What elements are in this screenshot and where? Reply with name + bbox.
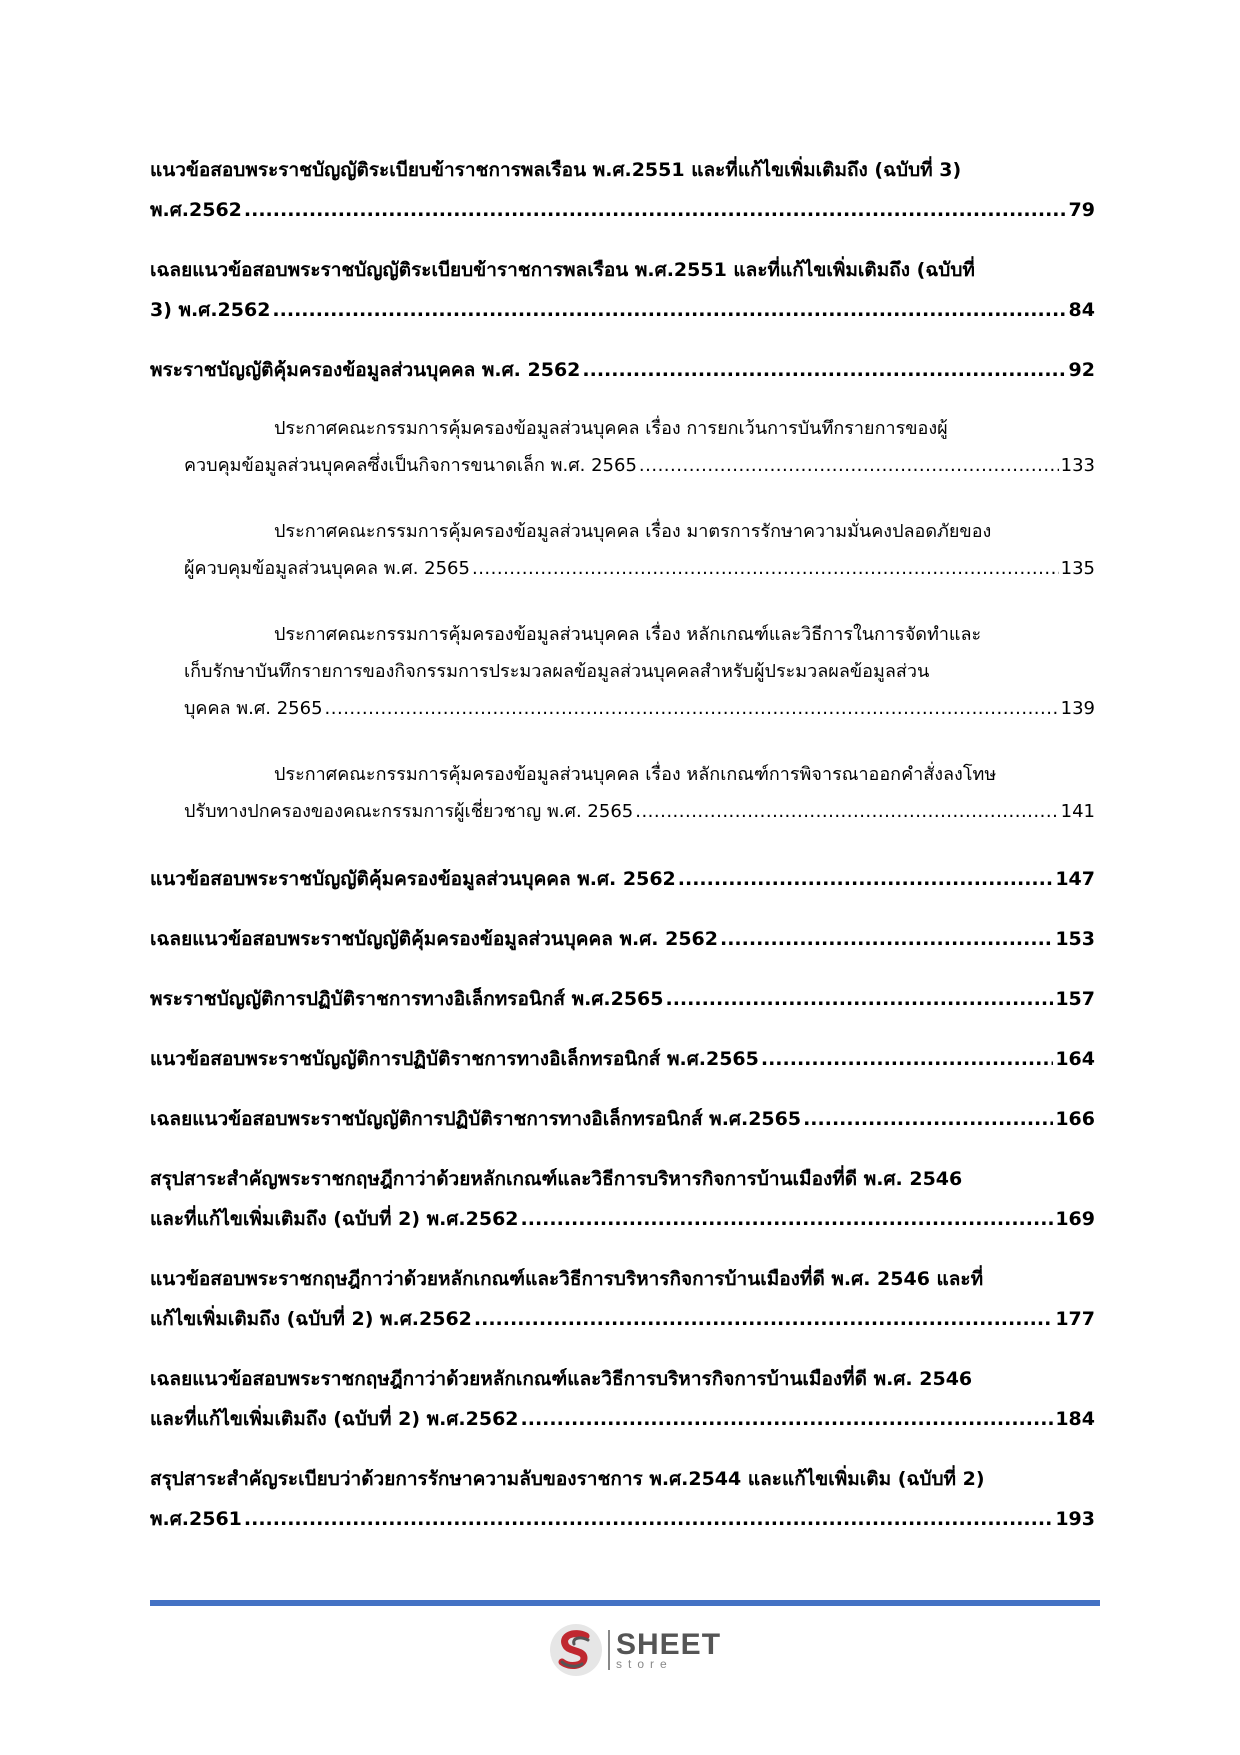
toc-entry[interactable] (150, 513, 1095, 587)
page-number: 135 (1060, 558, 1095, 579)
page-number: 177 (1055, 1308, 1095, 1330)
page-number: 79 (1068, 199, 1095, 221)
toc-entry-text: ผู้ควบคุมข้อมูลส่วนบุคคล พ.ศ. 2565 (184, 558, 470, 579)
toc-entry[interactable] (150, 1159, 1095, 1239)
toc-entry-line (184, 410, 1095, 447)
toc-entry-line (184, 653, 1095, 690)
toc-entry-text: แนวข้อสอบพระราชกฤษฎีกาว่าด้วยหลักเกณฑ์และวิธีการบริหารกิจการบ้านเมืองที่ดี พ.ศ. 2546 และที่ (150, 1268, 984, 1290)
dot-leader (272, 290, 1066, 330)
dot-leader (678, 859, 1054, 899)
toc-entry-text: แนวข้อสอบพระราชบัญญัติการปฏิบัติราชการทางอิเล็กทรอนิกส์ พ.ศ.2565 (150, 1048, 759, 1070)
toc-entry-last-line (150, 1399, 1095, 1439)
dot-leader (244, 1499, 1053, 1539)
toc-entry-line (150, 1359, 1095, 1399)
toc-entry-line (184, 513, 1095, 550)
page-number: 169 (1055, 1208, 1095, 1230)
toc-entry[interactable] (150, 350, 1095, 390)
toc-entry[interactable] (150, 1259, 1095, 1339)
toc-entry-line (150, 250, 1095, 290)
toc-entry-line (150, 1259, 1095, 1299)
toc-entry-last-line (150, 1499, 1095, 1539)
toc-entry[interactable] (150, 616, 1095, 727)
toc-entry-text: พระราชบัญญัติการปฏิบัติราชการทางอิเล็กทรอนิกส์ พ.ศ.2565 (150, 988, 664, 1010)
toc-entry[interactable] (150, 1099, 1095, 1139)
dot-leader (803, 1099, 1053, 1139)
toc-entry-last-line (150, 1299, 1095, 1339)
toc-entry-text: และที่แก้ไขเพิ่มเติมถึง (ฉบับที่ 2) พ.ศ.2562 (150, 1208, 519, 1230)
toc-entry[interactable] (150, 859, 1095, 899)
toc-entry-text: เฉลยแนวข้อสอบพระราชบัญญัติคุ้มครองข้อมูลส่วนบุคคล พ.ศ. 2562 (150, 928, 718, 950)
toc-entry-last-line (150, 979, 1095, 1019)
toc-entry-text: ประกาศคณะกรรมการคุ้มครองข้อมูลส่วนบุคคล เรื่อง หลักเกณฑ์และวิธีการในการจัดทำและ (274, 624, 982, 645)
page-number: 193 (1055, 1508, 1095, 1530)
toc-entry-last-line (184, 550, 1095, 587)
toc-entry-last-line (150, 350, 1095, 390)
dot-leader (521, 1399, 1054, 1439)
toc-entry[interactable] (150, 919, 1095, 959)
toc-entry[interactable] (150, 250, 1095, 330)
toc-entry[interactable] (150, 150, 1095, 230)
dot-leader (474, 1299, 1053, 1339)
page-number: 147 (1055, 868, 1095, 890)
toc-entry-line (150, 1459, 1095, 1499)
page-number: 153 (1055, 928, 1095, 950)
page-number: 166 (1055, 1108, 1095, 1130)
toc-entry-last-line (184, 690, 1095, 727)
table-of-contents (150, 150, 1095, 1559)
toc-entry[interactable] (150, 1459, 1095, 1539)
toc-entry[interactable] (150, 756, 1095, 830)
toc-entry-text: ประกาศคณะกรรมการคุ้มครองข้อมูลส่วนบุคคล เรื่อง การยกเว้นการบันทึกรายการของผู้ (274, 418, 948, 439)
toc-entry-text: เฉลยแนวข้อสอบพระราชกฤษฎีกาว่าด้วยหลักเกณฑ์และวิธีการบริหารกิจการบ้านเมืองที่ดี พ.ศ. 2546 (150, 1368, 973, 1390)
toc-entry-text: ปรับทางปกครองของคณะกรรมการผู้เชี่ยวชาญ พ.ศ. 2565 (184, 801, 634, 822)
page-number: 141 (1060, 801, 1095, 822)
toc-entry-text: พระราชบัญญัติคุ้มครองข้อมูลส่วนบุคคล พ.ศ. 2562 (150, 359, 581, 381)
toc-entry-text: เฉลยแนวข้อสอบพระราชบัญญัติระเบียบข้าราชการพลเรือน พ.ศ.2551 และที่แก้ไขเพิ่มเติมถึง (ฉบับที่ (150, 259, 975, 281)
toc-entry-text: พ.ศ.2562 (150, 199, 242, 221)
toc-entry[interactable] (150, 1039, 1095, 1079)
dot-leader (666, 979, 1054, 1019)
dot-leader (472, 550, 1059, 587)
toc-entry-text: แนวข้อสอบพระราชบัญญัติระเบียบข้าราชการพลเรือน พ.ศ.2551 และที่แก้ไขเพิ่มเติมถึง (ฉบับที่ 3) (150, 159, 962, 181)
sheet-store-s-icon (548, 1622, 604, 1678)
toc-entry-text: บุคคล พ.ศ. 2565 (184, 698, 323, 719)
toc-entry-line (150, 150, 1095, 190)
toc-entry-text: สรุปสาระสำคัญระเบียบว่าด้วยการรักษาความลับของราชการ พ.ศ.2544 และแก้ไขเพิ่มเติม (ฉบับที่ 2) (150, 1468, 985, 1490)
dot-leader (635, 793, 1058, 830)
toc-entry-text: ประกาศคณะกรรมการคุ้มครองข้อมูลส่วนบุคคล เรื่อง หลักเกณฑ์การพิจารณาออกคำสั่งลงโทษ (274, 764, 997, 785)
dot-leader (244, 190, 1067, 230)
toc-entry-last-line (150, 290, 1095, 330)
toc-entry-text: ควบคุมข้อมูลส่วนบุคคลซึ่งเป็นกิจการขนาดเล็ก พ.ศ. 2565 (184, 455, 637, 476)
toc-entry-last-line (150, 1199, 1095, 1239)
toc-entry-last-line (150, 859, 1095, 899)
logo-subtext: store (616, 1657, 673, 1671)
page-number: 133 (1060, 455, 1095, 476)
dot-leader (521, 1199, 1054, 1239)
dot-leader (720, 919, 1053, 959)
toc-entry-last-line (184, 793, 1095, 830)
page-number: 157 (1055, 988, 1095, 1010)
toc-entry-text: 3) พ.ศ.2562 (150, 299, 271, 321)
toc-entry-text: แก้ไขเพิ่มเติมถึง (ฉบับที่ 2) พ.ศ.2562 (150, 1308, 472, 1330)
dot-leader (639, 447, 1059, 484)
page-number: 92 (1068, 359, 1095, 381)
toc-entry-line (184, 756, 1095, 793)
toc-entry-text: ประกาศคณะกรรมการคุ้มครองข้อมูลส่วนบุคคล เรื่อง มาตรการรักษาความมั่นคงปลอดภัยของ (274, 521, 992, 542)
footer-rule (150, 1600, 1100, 1606)
sheet-store-logo (548, 1622, 728, 1678)
toc-entry-last-line (150, 919, 1095, 959)
toc-entry-text: พ.ศ.2561 (150, 1508, 242, 1530)
toc-entry-last-line (184, 447, 1095, 484)
toc-entry-text: และที่แก้ไขเพิ่มเติมถึง (ฉบับที่ 2) พ.ศ.2562 (150, 1408, 519, 1430)
toc-entry-last-line (150, 1099, 1095, 1139)
page-number: 84 (1068, 299, 1095, 321)
toc-entry-last-line (150, 1039, 1095, 1079)
toc-entry-line (150, 1159, 1095, 1199)
page-number: 139 (1060, 698, 1095, 719)
toc-entry[interactable] (150, 410, 1095, 484)
toc-entry-text: แนวข้อสอบพระราชบัญญัติคุ้มครองข้อมูลส่วนบุคคล พ.ศ. 2562 (150, 868, 676, 890)
dot-leader (582, 350, 1066, 390)
page-number: 184 (1055, 1408, 1095, 1430)
dot-leader (761, 1039, 1053, 1079)
toc-entry-text: เฉลยแนวข้อสอบพระราชบัญญัติการปฏิบัติราชการทางอิเล็กทรอนิกส์ พ.ศ.2565 (150, 1108, 802, 1130)
toc-entry[interactable] (150, 979, 1095, 1019)
logo-separator (608, 1630, 610, 1670)
dot-leader (325, 690, 1059, 727)
toc-entry-text: เก็บรักษาบันทึกรายการของกิจกรรมการประมวลผลข้อมูลส่วนบุคคลสำหรับผู้ประมวลผลข้อมูลส่วน (184, 661, 930, 682)
toc-entry-line (184, 616, 1095, 653)
toc-entry-last-line (150, 190, 1095, 230)
toc-entry[interactable] (150, 1359, 1095, 1439)
logo-text: SHEET (616, 1628, 722, 1661)
page-number: 164 (1055, 1048, 1095, 1070)
toc-entry-text: สรุปสาระสำคัญพระราชกฤษฎีกาว่าด้วยหลักเกณฑ์และวิธีการบริหารกิจการบ้านเมืองที่ดี พ.ศ. 2546 (150, 1168, 963, 1190)
